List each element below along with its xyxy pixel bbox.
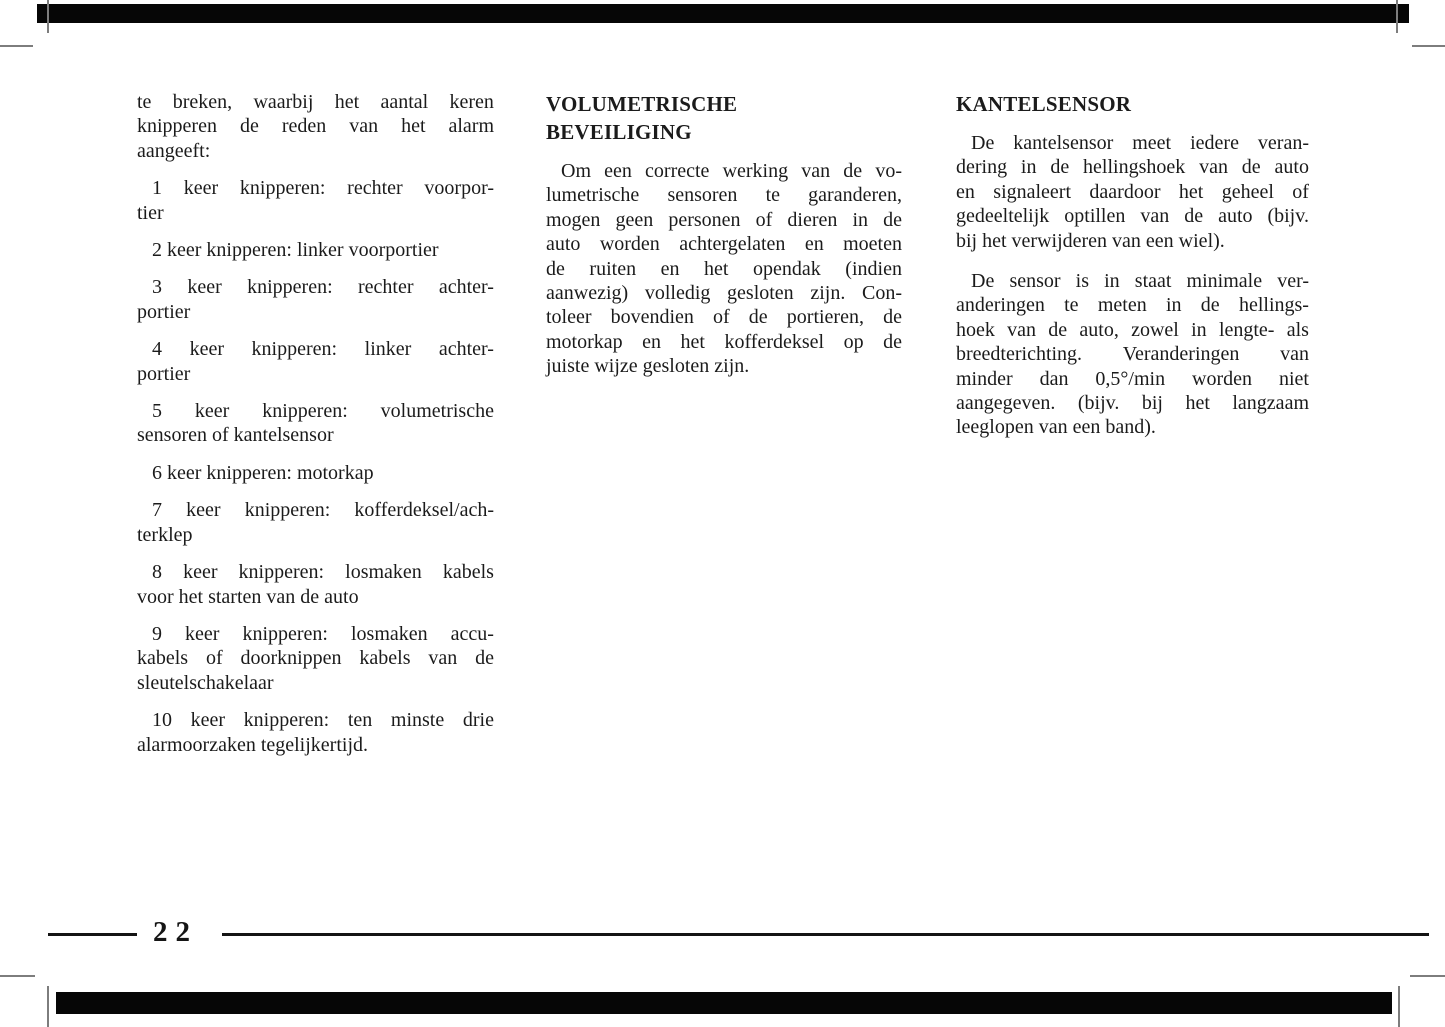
word: kofferdeksel/ach- xyxy=(354,499,494,522)
word: breedterichting. xyxy=(956,343,1083,366)
word: het xyxy=(401,115,426,138)
text-line xyxy=(137,90,494,114)
word: motorkap xyxy=(546,330,623,353)
text-line xyxy=(546,208,902,232)
word: dieren xyxy=(787,208,838,231)
page-number: 22 xyxy=(153,916,198,948)
word: garanderen, xyxy=(808,184,902,207)
crop-mark-bottom-left-vertical xyxy=(47,986,49,1027)
word: de xyxy=(883,208,902,231)
text-line xyxy=(546,305,902,329)
word: volledig xyxy=(644,282,711,305)
word: de xyxy=(1241,156,1261,179)
word: zijn. xyxy=(810,282,846,305)
word: (indien xyxy=(845,257,902,280)
word: knipperen: xyxy=(262,400,348,423)
paragraph xyxy=(137,708,494,757)
text-line xyxy=(956,318,1309,342)
word: 1 xyxy=(152,177,162,200)
word: keer xyxy=(186,499,221,522)
footer-rule-left xyxy=(48,933,137,936)
word: auto xyxy=(546,233,581,256)
section-heading: VOLUMETRISCHE xyxy=(546,92,738,116)
word: drie xyxy=(462,709,494,732)
word: en xyxy=(660,257,680,280)
crop-mark-bottom-right-horizontal xyxy=(1410,975,1445,977)
text-line xyxy=(546,257,902,281)
word: de xyxy=(748,306,768,329)
word: kabels xyxy=(359,647,411,670)
word: auto xyxy=(1274,156,1309,179)
word: op xyxy=(843,330,864,353)
text-line: leeglopen van een band). xyxy=(956,416,1156,439)
word: of xyxy=(1292,180,1309,203)
word: toleer xyxy=(546,306,592,329)
text-line: 6 keer knipperen: motorkap xyxy=(152,461,374,484)
word: en xyxy=(804,233,824,256)
word: volumetrische xyxy=(380,400,494,423)
word: keer xyxy=(185,622,220,645)
text-line xyxy=(137,337,494,361)
word: hellings- xyxy=(1238,294,1309,317)
word: achtergelaten xyxy=(679,233,786,256)
word: knipperen: xyxy=(251,338,338,361)
word: te xyxy=(1064,294,1079,317)
paragraph xyxy=(137,275,494,324)
word: 7 xyxy=(152,499,162,522)
text-line xyxy=(956,269,1309,293)
text-line xyxy=(956,342,1309,366)
word: Veranderingen xyxy=(1122,343,1240,366)
paragraph xyxy=(137,461,494,485)
word: 8 xyxy=(152,561,162,584)
word: minder xyxy=(956,367,1013,390)
word: van xyxy=(801,160,831,182)
word: het xyxy=(680,330,705,353)
word: sensoren xyxy=(667,184,738,207)
word: 3 xyxy=(152,276,162,299)
word: lumetrische xyxy=(546,184,640,207)
word: van xyxy=(1007,318,1037,341)
text-line: voor het starten van de auto xyxy=(137,585,359,608)
word: staat xyxy=(1134,270,1172,293)
word: veran- xyxy=(1257,132,1309,154)
text-line xyxy=(956,204,1309,228)
word: 10 xyxy=(152,709,172,732)
word: De xyxy=(971,270,995,293)
word: knipperen: xyxy=(242,622,328,645)
word: worden xyxy=(1192,367,1253,390)
text-line: aangeeft: xyxy=(137,139,211,162)
word: gedeeltelijk xyxy=(956,205,1050,228)
word: van xyxy=(428,647,458,670)
crop-mark-bottom-left-horizontal xyxy=(0,975,35,977)
section-heading: BEVEILIGING xyxy=(546,120,692,144)
word: rechter xyxy=(357,276,414,299)
word: reden xyxy=(281,115,327,138)
word: minimale xyxy=(1186,270,1263,293)
text-line: bij het verwijderen van een wiel). xyxy=(956,229,1225,252)
word: meten xyxy=(1097,294,1147,317)
word: en xyxy=(642,330,662,353)
text-line: portier xyxy=(137,300,191,323)
word: Om xyxy=(561,160,591,182)
word: voorpor- xyxy=(424,177,494,200)
word: keer xyxy=(183,177,219,200)
word: de xyxy=(239,115,259,138)
word: werking xyxy=(722,160,789,182)
word: in xyxy=(1165,294,1182,317)
scan-artifact-top-bar xyxy=(37,4,1409,23)
text-line xyxy=(137,275,494,299)
word: de xyxy=(1184,205,1204,228)
paragraph xyxy=(956,269,1309,440)
word: in xyxy=(1191,318,1207,341)
paragraph xyxy=(137,560,494,609)
word: keer xyxy=(190,709,226,732)
paragraph xyxy=(956,131,1309,253)
text-line: portier xyxy=(137,362,191,385)
word: iedere xyxy=(1190,132,1239,154)
text-line xyxy=(956,131,1309,155)
word: hellingshoek xyxy=(1083,156,1186,179)
paragraph xyxy=(546,159,902,379)
word: 5 xyxy=(152,400,162,423)
word: kantelsensor xyxy=(1013,132,1114,154)
word: de xyxy=(843,160,863,182)
word: losmaken xyxy=(345,561,422,584)
text-line xyxy=(137,622,494,646)
text-line xyxy=(546,159,902,183)
word: een xyxy=(604,160,632,182)
word: keer xyxy=(189,338,224,361)
paragraph xyxy=(137,90,494,163)
word: aantal xyxy=(380,91,429,113)
word: gesloten xyxy=(727,282,794,305)
word: de xyxy=(546,257,565,280)
word: als xyxy=(1286,318,1309,341)
word: sensor xyxy=(1009,270,1061,293)
text-line xyxy=(137,498,494,522)
word: 9 xyxy=(152,622,162,645)
word: losmaken xyxy=(351,622,428,645)
word: van xyxy=(1199,156,1228,179)
word: kabels xyxy=(137,647,189,670)
text-line xyxy=(546,281,902,305)
text-line xyxy=(956,391,1309,415)
word: personen xyxy=(668,208,741,231)
word: accu- xyxy=(450,622,494,645)
word: minste xyxy=(390,709,445,732)
text-line xyxy=(956,367,1309,391)
text-line xyxy=(137,114,494,138)
scan-artifact-bottom-bar xyxy=(56,992,1392,1014)
word: niet xyxy=(1278,367,1309,390)
word: correcte xyxy=(645,160,710,182)
word: (bijv. xyxy=(1077,392,1120,415)
footer-rule-right xyxy=(222,933,1429,936)
text-line xyxy=(546,183,902,207)
word: van xyxy=(1280,343,1309,366)
word: bovendien xyxy=(610,306,694,329)
word: vo- xyxy=(875,160,902,182)
word: Con- xyxy=(862,282,902,305)
text-line xyxy=(956,155,1309,179)
word: knipperen: xyxy=(244,499,331,522)
section-heading: KANTELSENSOR xyxy=(956,92,1132,116)
word: worden xyxy=(599,233,660,256)
word: portieren, xyxy=(786,306,864,329)
word: knipperen: xyxy=(238,561,325,584)
word: breken, xyxy=(172,91,233,113)
text-line xyxy=(137,646,494,670)
word: de xyxy=(475,647,494,670)
word: de xyxy=(1050,156,1070,179)
word: in xyxy=(852,208,869,231)
word: de xyxy=(883,306,902,329)
text-line xyxy=(546,232,902,256)
word: kabels xyxy=(442,561,494,584)
word: de xyxy=(1048,318,1068,341)
word: aangegeven. xyxy=(956,392,1056,415)
word: knipperen xyxy=(137,115,217,138)
word: lengte- xyxy=(1218,318,1275,341)
word: moeten xyxy=(843,233,902,256)
paragraph xyxy=(137,238,494,262)
word: te xyxy=(765,184,781,207)
word: of xyxy=(713,306,730,329)
word: dering xyxy=(956,156,1008,179)
word: 0,5°/min xyxy=(1095,367,1166,390)
word: daardoor xyxy=(1089,180,1161,203)
text-line xyxy=(546,330,902,354)
word: auto, xyxy=(1079,318,1119,341)
word: in xyxy=(1020,156,1037,179)
word: te xyxy=(137,91,152,113)
word: meet xyxy=(1132,132,1172,154)
word: of xyxy=(205,647,223,670)
word: knipperen: xyxy=(239,177,326,200)
word: knipperen: xyxy=(247,276,333,299)
text-line: sleutelschakelaar xyxy=(137,671,274,694)
paragraph xyxy=(137,622,494,695)
word: (bijv. xyxy=(1267,205,1309,228)
word: zowel xyxy=(1131,318,1179,341)
crop-mark-top-left-vertical xyxy=(47,0,49,33)
word: waarbij xyxy=(253,91,314,113)
text-line: juiste wijze gesloten zijn. xyxy=(546,355,750,378)
text-line xyxy=(137,399,494,423)
text-line: tier xyxy=(137,201,164,224)
word: geen xyxy=(615,208,654,231)
word: de xyxy=(1200,294,1220,317)
word: keren xyxy=(449,91,494,113)
word: bij xyxy=(1141,392,1163,415)
word: hoek xyxy=(956,318,995,341)
word: ten xyxy=(347,709,373,732)
paragraph xyxy=(137,176,494,225)
word: in xyxy=(1104,270,1120,293)
column-left xyxy=(137,90,494,757)
word: mogen xyxy=(546,208,601,231)
crop-mark-bottom-right-vertical xyxy=(1398,986,1400,1027)
text-line: 2 keer knipperen: linker voorportier xyxy=(152,239,439,262)
word: linker xyxy=(364,338,412,361)
word: het xyxy=(1185,392,1210,415)
word: 4 xyxy=(152,338,162,361)
word: van xyxy=(349,115,379,138)
word: achter- xyxy=(438,276,494,299)
word: het xyxy=(334,91,360,113)
word: opendak xyxy=(753,257,821,280)
text-line: alarmoorzaken tegelijkertijd. xyxy=(137,733,369,756)
word: of xyxy=(755,208,773,231)
column-middle xyxy=(546,90,902,379)
word: keer xyxy=(187,276,222,299)
word: anderingen xyxy=(956,294,1045,317)
word: dan xyxy=(1039,367,1069,390)
crop-mark-top-right-vertical xyxy=(1396,0,1398,33)
column-right xyxy=(956,90,1309,440)
word: keer xyxy=(183,561,218,584)
word: De xyxy=(971,132,995,154)
word: ver- xyxy=(1277,270,1309,293)
word: kofferdeksel xyxy=(724,330,825,353)
word: is xyxy=(1075,270,1089,293)
text-line xyxy=(137,176,494,200)
word: en xyxy=(956,180,975,203)
word: signaleert xyxy=(993,180,1072,203)
word: knipperen: xyxy=(243,709,330,732)
word: rechter xyxy=(347,177,403,200)
paragraph xyxy=(137,337,494,386)
crop-mark-top-right-horizontal xyxy=(1412,45,1445,47)
text-line: sensoren of kantelsensor xyxy=(137,424,334,447)
word: alarm xyxy=(448,115,494,138)
paragraph xyxy=(137,498,494,547)
paragraph xyxy=(137,399,494,448)
word: optillen xyxy=(1064,205,1126,228)
word: geheel xyxy=(1221,180,1274,203)
word: de xyxy=(883,330,902,353)
text-line: terklep xyxy=(137,523,193,546)
word: langzaam xyxy=(1232,392,1309,415)
text-line xyxy=(137,708,494,732)
crop-mark-top-left-horizontal xyxy=(0,45,33,47)
word: het xyxy=(1178,180,1204,203)
text-line xyxy=(137,560,494,584)
word: achter- xyxy=(438,338,494,361)
word: auto xyxy=(1218,205,1253,228)
text-line xyxy=(956,293,1309,317)
word: doorknippen xyxy=(240,647,342,670)
word: van xyxy=(1140,205,1170,228)
word: het xyxy=(704,257,729,280)
word: ruiten xyxy=(589,257,637,280)
text-line xyxy=(956,180,1309,204)
word: aanwezig) xyxy=(546,282,629,305)
word: keer xyxy=(194,400,230,423)
